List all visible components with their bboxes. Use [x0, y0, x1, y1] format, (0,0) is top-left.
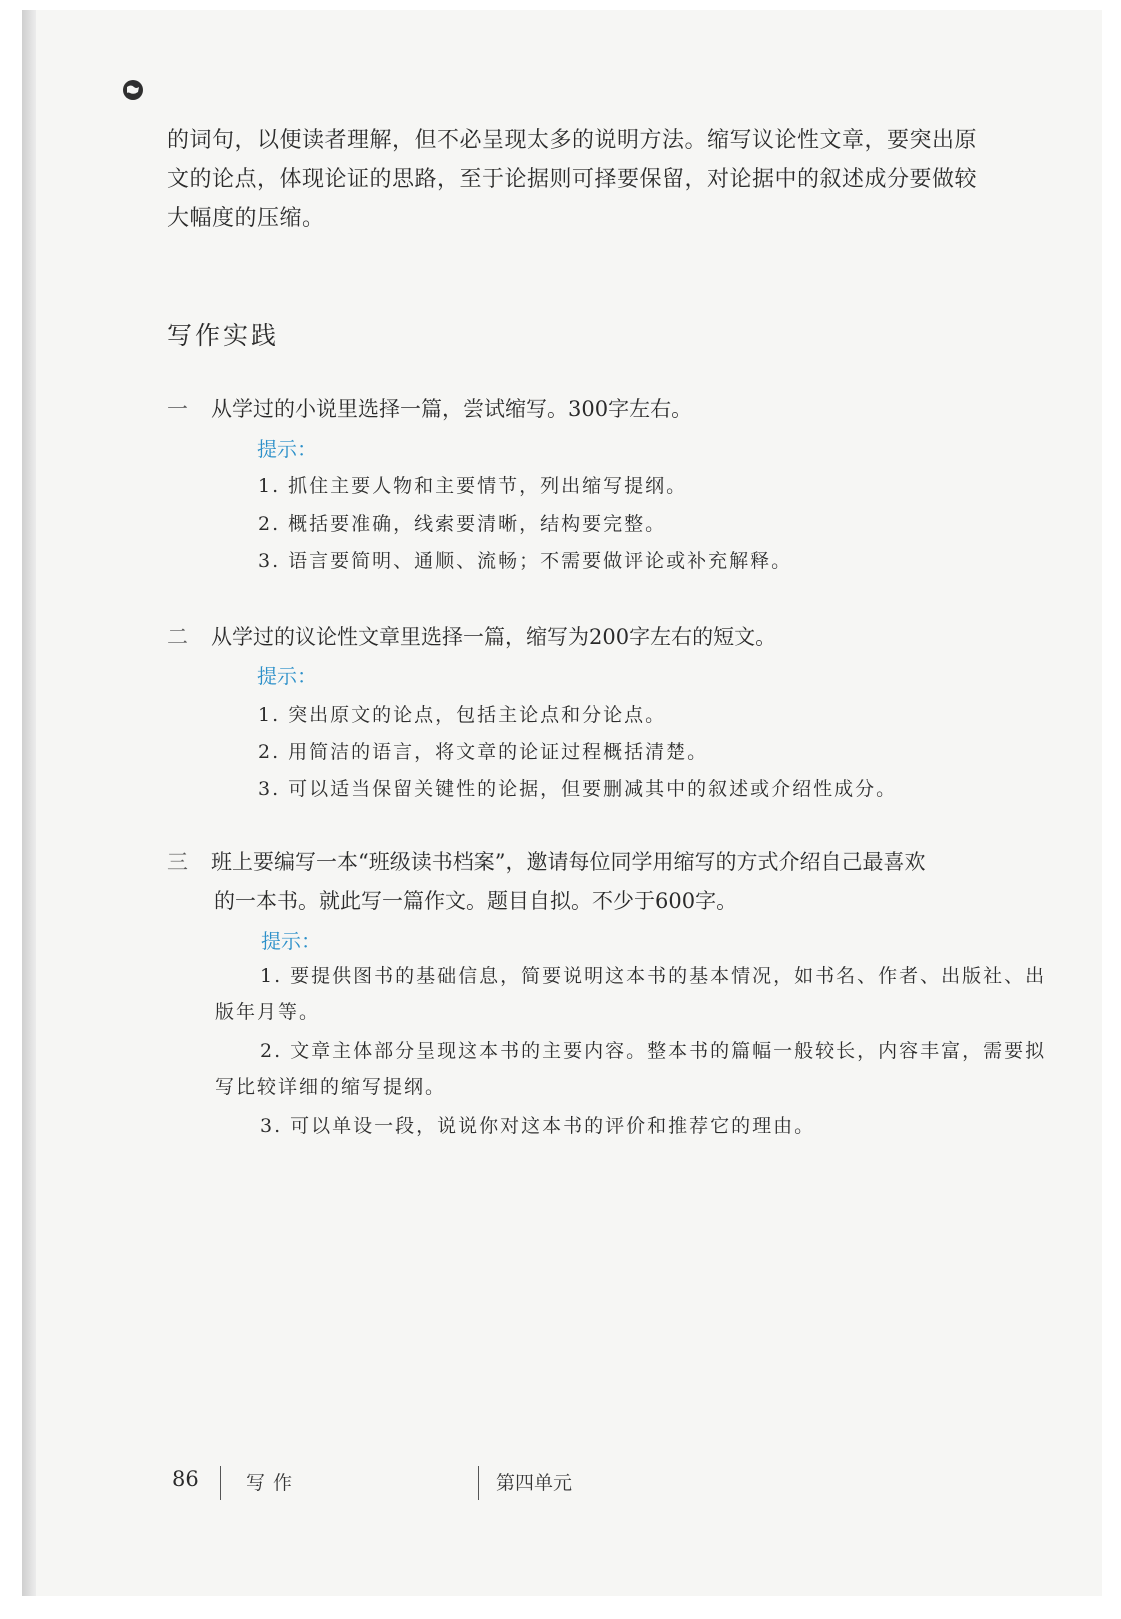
task-1-tip-1: 1. 抓住主要人物和主要情节，列出缩写提纲。: [258, 475, 688, 497]
section-title: 写作实践: [167, 321, 280, 350]
task-1-tip-label: 提示：: [257, 437, 317, 461]
task-1-number: 一: [167, 397, 188, 421]
task-3-tip-label: 提示：: [261, 929, 321, 953]
page-edge: [22, 10, 36, 1596]
task-2-tip-2: 2. 用简洁的语言，将文章的论证过程概括清楚。: [258, 741, 709, 763]
task-3-text-line-1: 班上要编写一本“班级读书档案”，邀请每位同学用缩写的方式介绍自己最喜欢: [211, 850, 926, 874]
task-3-tip-3: 3. 可以单设一段，说说你对这本书的评价和推荐它的理由。: [260, 1115, 816, 1137]
task-2-tip-3: 3. 可以适当保留关键性的论据，但要删减其中的叙述或介绍性成分。: [258, 778, 898, 800]
task-2-tip-1: 1. 突出原文的论点，包括主论点和分论点。: [258, 704, 667, 726]
task-1-tip-3: 3. 语言要简明、通顺、流畅；不需要做评论或补充解释。: [258, 550, 793, 572]
task-2: [167, 618, 1047, 657]
footer-section: 写作: [246, 1472, 301, 1494]
footer-divider-2: [478, 1466, 479, 1500]
task-1: [167, 390, 1047, 429]
task-3-text-line-2: 的一本书。就此写一篇作文。题目自拟。不少于600字。: [214, 889, 738, 913]
footer-divider-1: [220, 1466, 221, 1500]
task-2-text: 从学过的议论性文章里选择一篇，缩写为200字左右的短文。: [211, 625, 777, 649]
task-3-number: 三: [167, 850, 188, 874]
footer-unit: 第四单元: [496, 1472, 573, 1494]
intro-line-3: 大幅度的压缩。: [167, 206, 325, 231]
page-number: 86: [172, 1467, 199, 1491]
task-2-tip-label: 提示：: [257, 664, 317, 688]
task-3: [167, 843, 1047, 921]
globe-icon: [121, 78, 145, 102]
task-1-tip-2: 2. 概括要准确，线索要清晰，结构要完整。: [258, 513, 667, 535]
intro-line-2: 文的论点，体现论证的思路，至于论据则可择要保留，对论据中的叙述成分要做较: [167, 167, 978, 192]
intro-line-1: 的词句，以便读者理解，但不必呈现太多的说明方法。缩写议论性文章，要突出原: [167, 128, 978, 153]
task-3-tip-1: 1. 要提供图书的基础信息，简要说明这本书的基本情况，如书名、作者、出版社、出版年月等。: [215, 965, 1047, 1023]
task-3-tip-2: 2. 文章主体部分呈现这本书的主要内容。整本书的篇幅一般较长，内容丰富，需要拟写比较详细的缩写提纲。: [215, 1040, 1047, 1098]
task-2-number: 二: [167, 625, 188, 649]
task-1-text: 从学过的小说里选择一篇，尝试缩写。300字左右。: [211, 397, 693, 421]
